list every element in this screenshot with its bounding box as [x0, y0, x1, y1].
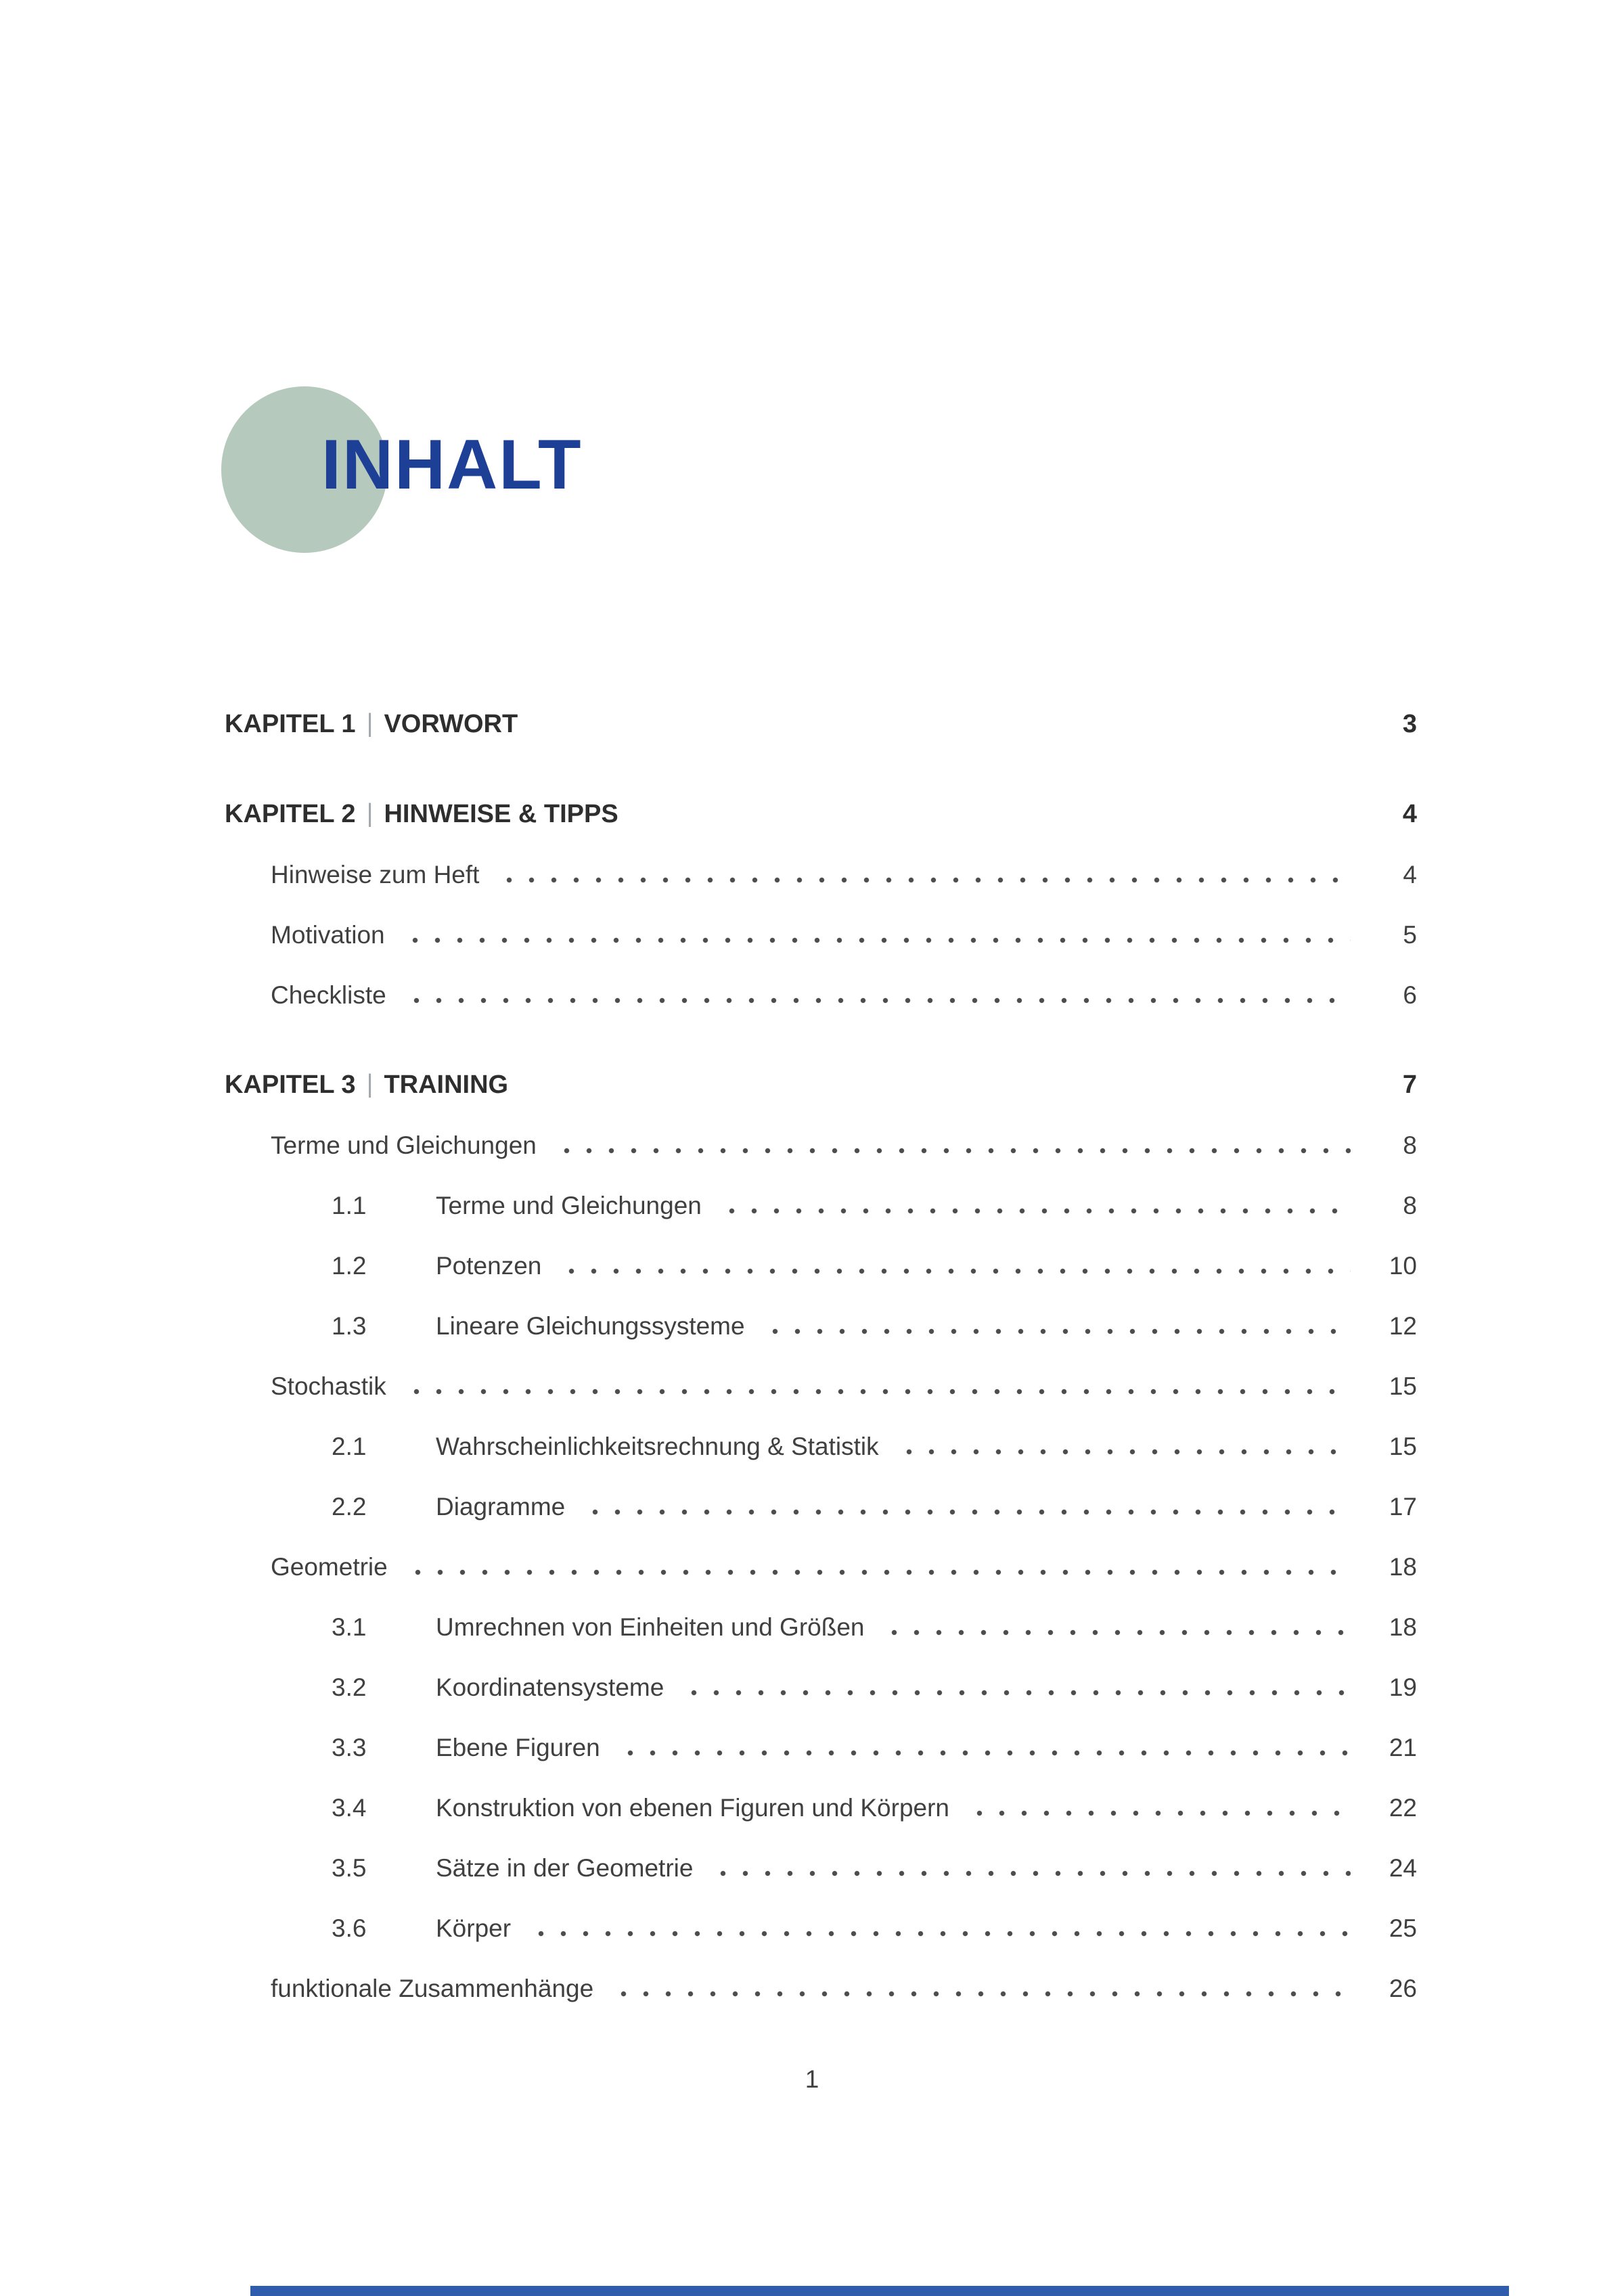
- toc-section-row: [225, 1521, 1417, 1581]
- entry-number: 3.1: [332, 1613, 367, 1641]
- entry-title: Terme und Gleichungen: [436, 1192, 702, 1219]
- page-number: 26: [1389, 1975, 1417, 2002]
- page-number: 22: [1389, 1794, 1417, 1822]
- page-number: 19: [1389, 1673, 1417, 1701]
- entry-number: 1.1: [332, 1192, 367, 1219]
- dot-leader: [498, 876, 1351, 884]
- dot-leader: [712, 1870, 1351, 1877]
- entry-number: 2.2: [332, 1493, 367, 1521]
- dot-leader: [883, 1629, 1351, 1636]
- dot-leader: [404, 937, 1351, 944]
- dot-leader: [560, 1267, 1351, 1275]
- chapter-separator: |: [366, 1070, 374, 1098]
- toc-subsection-row: [225, 1160, 1417, 1220]
- toc-chapter-row-kapitel-1: [225, 679, 1417, 739]
- page-number: 24: [1389, 1854, 1417, 1882]
- entry-number: 3.3: [332, 1734, 367, 1761]
- toc-section-row: [225, 949, 1417, 1010]
- page-number: 8: [1403, 1192, 1417, 1219]
- page-number: 18: [1389, 1613, 1417, 1641]
- page-number: 6: [1403, 981, 1417, 1009]
- chapter-label: KAPITEL 3: [225, 1071, 356, 1099]
- toc-section-row: [225, 1341, 1417, 1401]
- entry-title: Potenzen: [436, 1252, 542, 1280]
- entry-title: Motivation: [271, 921, 385, 949]
- toc-subsection-row: [225, 1702, 1417, 1762]
- page-number: 10: [1389, 1252, 1417, 1280]
- entry-title: Wahrscheinlichkeitsrechnung & Statistik: [436, 1433, 879, 1460]
- dot-leader: [968, 1809, 1351, 1817]
- page-number: 15: [1389, 1433, 1417, 1460]
- toc-subsection-row: [225, 1642, 1417, 1702]
- toc-subsection-row: [225, 1280, 1417, 1341]
- page-title: INHALT: [321, 426, 583, 504]
- toc-section-row: [225, 1943, 1417, 2003]
- table-of-contents: [225, 649, 1417, 2003]
- page-number: 3: [1402, 710, 1417, 738]
- entry-title: Körper: [436, 1914, 512, 1942]
- entry-title: Umrechnen von Einheiten und Größen: [436, 1613, 865, 1641]
- page-number: 4: [1402, 800, 1417, 828]
- entry-title: Stochastik: [271, 1372, 386, 1400]
- toc-chapter-row-kapitel-3: [225, 1039, 1417, 1100]
- dot-leader: [530, 1930, 1351, 1937]
- toc-subsection-row: [225, 1883, 1417, 1943]
- dot-leader: [405, 1388, 1351, 1395]
- chapter-label: KAPITEL 2: [225, 800, 356, 828]
- page-number: 7: [1402, 1071, 1417, 1099]
- entry-number: 3.6: [332, 1914, 367, 1942]
- entry-number: 3.4: [332, 1794, 367, 1822]
- dot-leader: [721, 1207, 1351, 1215]
- chapter-separator: |: [366, 709, 374, 738]
- dot-leader: [898, 1448, 1351, 1456]
- dot-leader: [584, 1508, 1351, 1516]
- toc-section-row: [225, 1100, 1417, 1160]
- chapter-title: VORWORT: [384, 710, 518, 738]
- entry-number: 3.5: [332, 1854, 367, 1882]
- page-number: 21: [1389, 1734, 1417, 1761]
- dot-leader: [556, 1147, 1351, 1154]
- dot-leader: [683, 1689, 1351, 1696]
- footer-accent-bar: [250, 2286, 1509, 2296]
- dot-leader: [619, 1749, 1351, 1757]
- toc-section-row: [225, 889, 1417, 949]
- toc-subsection-row: [225, 1461, 1417, 1521]
- page-number: 4: [1403, 861, 1417, 888]
- page-number: 8: [1403, 1131, 1417, 1159]
- entry-title: Checkliste: [271, 981, 386, 1009]
- page-number: 17: [1389, 1493, 1417, 1521]
- dot-leader: [405, 997, 1351, 1004]
- toc-subsection-row: [225, 1401, 1417, 1461]
- chapter-label: KAPITEL 1: [225, 710, 356, 738]
- page-number: 12: [1389, 1312, 1417, 1340]
- page-number: 25: [1389, 1914, 1417, 1942]
- entry-title: Geometrie: [271, 1553, 388, 1581]
- entry-number: 1.3: [332, 1312, 367, 1340]
- page-number: 18: [1389, 1553, 1417, 1581]
- dot-leader: [612, 1990, 1351, 1998]
- chapter-title: TRAINING: [384, 1071, 509, 1099]
- toc-subsection-row: [225, 1220, 1417, 1280]
- entry-number: 1.2: [332, 1252, 367, 1280]
- entry-title: funktionale Zusammenhänge: [271, 1975, 594, 2002]
- entry-title: Ebene Figuren: [436, 1734, 600, 1761]
- page-number: 15: [1389, 1372, 1417, 1400]
- entry-title: Koordinatensysteme: [436, 1673, 664, 1701]
- entry-number: 3.2: [332, 1673, 367, 1701]
- page-number-footer: 1: [805, 2065, 819, 2093]
- entry-title: Hinweise zum Heft: [271, 861, 480, 888]
- page-number: 5: [1403, 921, 1417, 949]
- entry-number: 2.1: [332, 1433, 367, 1460]
- entry-title: Lineare Gleichungssysteme: [436, 1312, 745, 1340]
- entry-title: Sätze in der Geometrie: [436, 1854, 694, 1882]
- toc-subsection-row: [225, 1581, 1417, 1642]
- entry-title: Diagramme: [436, 1493, 566, 1521]
- entry-title: Terme und Gleichungen: [271, 1131, 537, 1159]
- toc-section-row: [225, 829, 1417, 889]
- dot-leader: [407, 1569, 1351, 1576]
- entry-title: Konstruktion von ebenen Figuren und Körpern: [436, 1794, 950, 1822]
- page-header: [221, 386, 830, 562]
- dot-leader: [764, 1328, 1351, 1335]
- toc-chapter-row-kapitel-2: [225, 769, 1417, 829]
- chapter-title: HINWEISE & TIPPS: [384, 800, 618, 828]
- toc-subsection-row: [225, 1762, 1417, 1822]
- chapter-separator: |: [366, 799, 374, 828]
- toc-subsection-row: [225, 1822, 1417, 1883]
